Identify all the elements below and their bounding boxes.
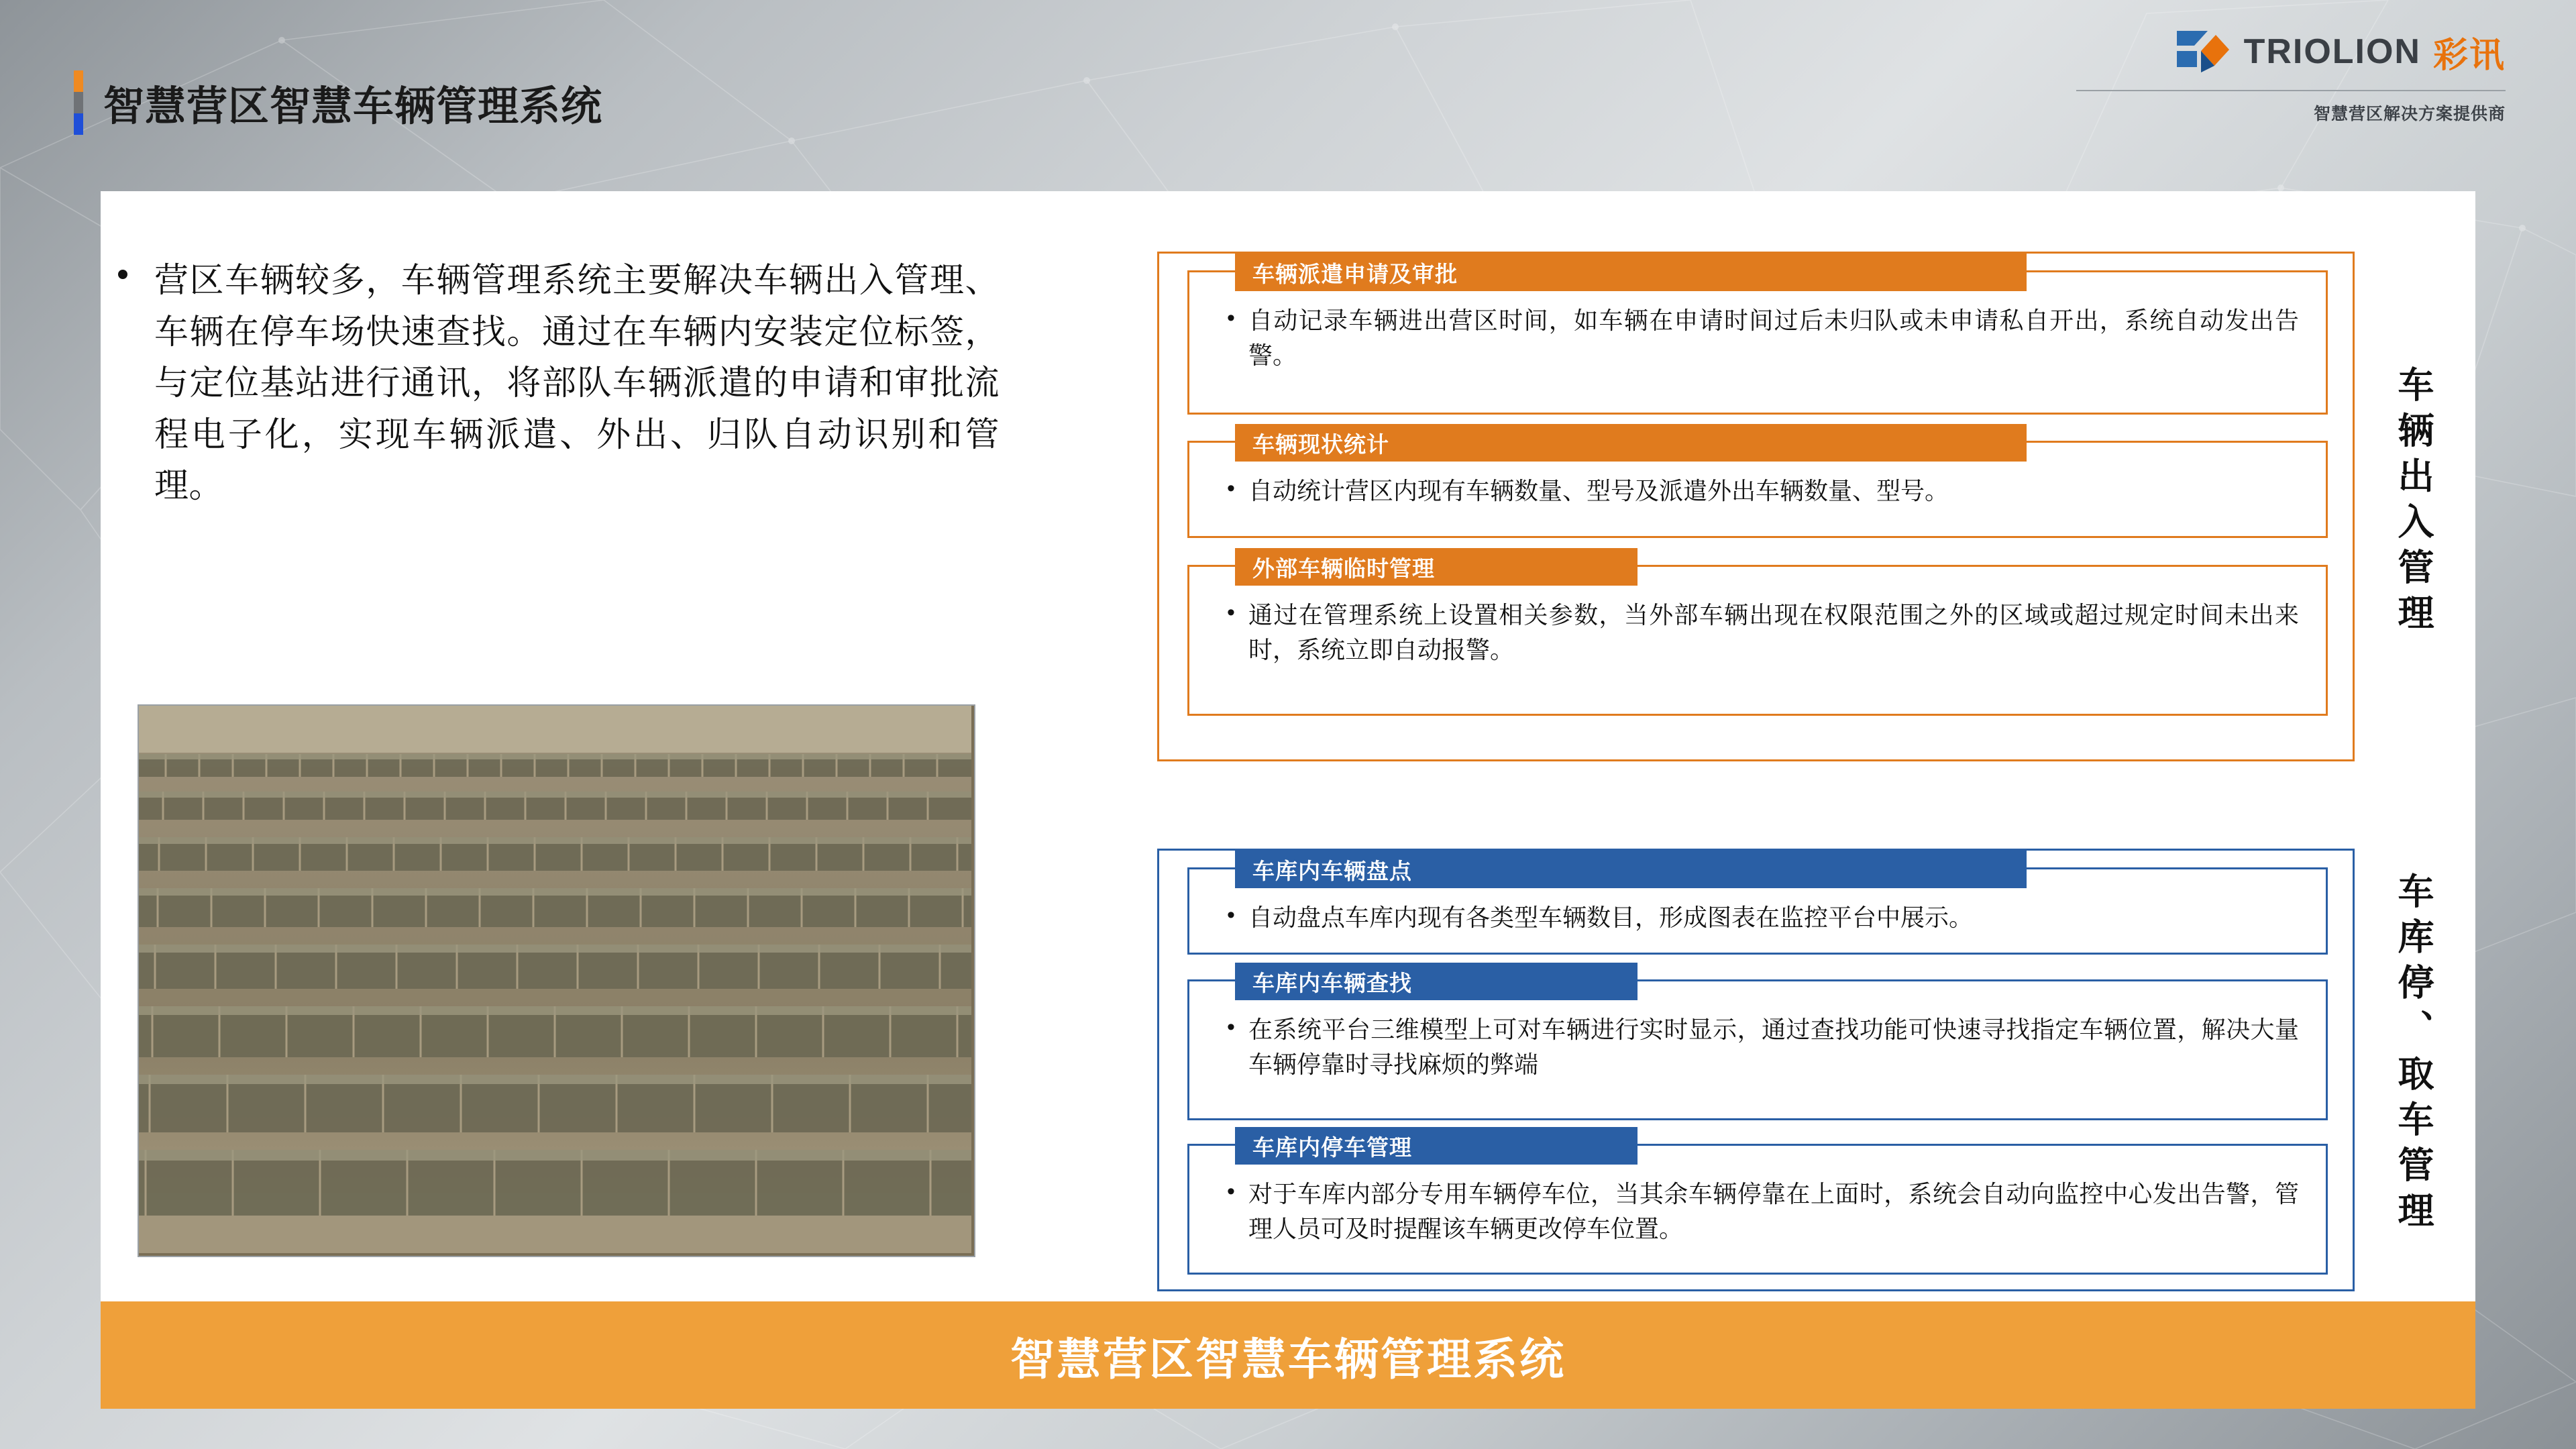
section-vehicle-statistics-text: • 自动统计营区内现有车辆数量、型号及派遣外出车辆数量、型号。 — [1227, 474, 2299, 508]
section-dispatch-approval — [1187, 261, 2328, 415]
brand-logo-block — [2076, 25, 2506, 125]
accent-gray — [74, 92, 83, 113]
section-external-vehicle — [1187, 555, 2328, 716]
section-garage-parking — [1187, 1134, 2328, 1275]
vehicle-yard-photo — [138, 704, 975, 1257]
logo-divider — [2076, 90, 2506, 91]
triolion-logo-icon — [2174, 25, 2232, 78]
section-vehicle-statistics-title: 车辆现状统计 — [1235, 424, 1407, 462]
section-garage-inventory-text: • 自动盘点车库内现有各类型车辆数目，形成图表在监控平台中展示。 — [1227, 900, 2299, 935]
section-garage-search-text: • 在系统平台三维模型上可对车辆进行实时显示，通过查找功能可快速寻找指定车辆位置，解决大量车辆停靠时寻找麻烦的弊端 — [1227, 1012, 2299, 1082]
left-column — [114, 255, 1000, 512]
section-garage-search-title: 车库内车辆查找 — [1235, 963, 1430, 1000]
group-garage-management — [1157, 849, 2355, 1291]
group-label-garage-management: 车库停、取车管理 — [2393, 872, 2433, 1237]
logo-tagline: 智慧营区解决方案提供商 — [2313, 105, 2506, 123]
accent-orange — [74, 70, 83, 92]
bullet-dot-icon — [118, 270, 127, 279]
overview-paragraph-text: 营区车辆较多，车辆管理系统主要解决车辆出入管理、车辆在停车场快速查找。通过在车辆内安装定位标签，与定位基站进行通讯，将部队车辆派遣的申请和审批流程电子化，实现车辆派遣、外出、归队自动识别和管理。 — [154, 261, 1000, 504]
logo-text-en: TRIOLION — [2243, 32, 2421, 71]
section-external-vehicle-title: 外部车辆临时管理 — [1235, 548, 1452, 586]
page-title: 智慧营区智慧车辆管理系统 — [103, 83, 603, 129]
section-garage-parking-title: 车库内停车管理 — [1235, 1127, 1430, 1165]
section-garage-inventory — [1187, 858, 2328, 955]
section-dispatch-approval-title: 车辆派遣申请及审批 — [1235, 254, 1475, 291]
section-garage-parking-text: • 对于车库内部分专用车辆停车位，当其余车辆停靠在上面时，系统会自动向监控中心发出告警，管理人员可及时提醒该车辆更改停车位置。 — [1227, 1177, 2299, 1246]
section-external-vehicle-text: • 通过在管理系统上设置相关参数，当外部车辆出现在权限范围之外的区域或超过规定时间未出来时，系统立即自动报警。 — [1227, 598, 2299, 667]
overview-paragraph — [114, 255, 1000, 512]
section-dispatch-approval-text: • 自动记录车辆进出营区时间，如车辆在申请时间过后未归队或未申请私自开出，系统自动发出告警。 — [1227, 303, 2299, 373]
section-vehicle-statistics — [1187, 431, 2328, 538]
section-garage-search — [1187, 970, 2328, 1120]
logo-text-cn: 彩讯 — [2432, 36, 2506, 75]
slide-header — [74, 70, 602, 135]
title-accent-marks — [74, 70, 83, 135]
footer-banner — [101, 1301, 2475, 1409]
section-garage-inventory-title: 车库内车辆盘点 — [1235, 851, 1430, 888]
group-vehicle-access — [1157, 252, 2355, 761]
group-label-vehicle-access: 车辆出入管理 — [2393, 366, 2433, 639]
footer-text: 智慧营区智慧车辆管理系统 — [1010, 1334, 1566, 1384]
accent-blue — [74, 113, 83, 135]
